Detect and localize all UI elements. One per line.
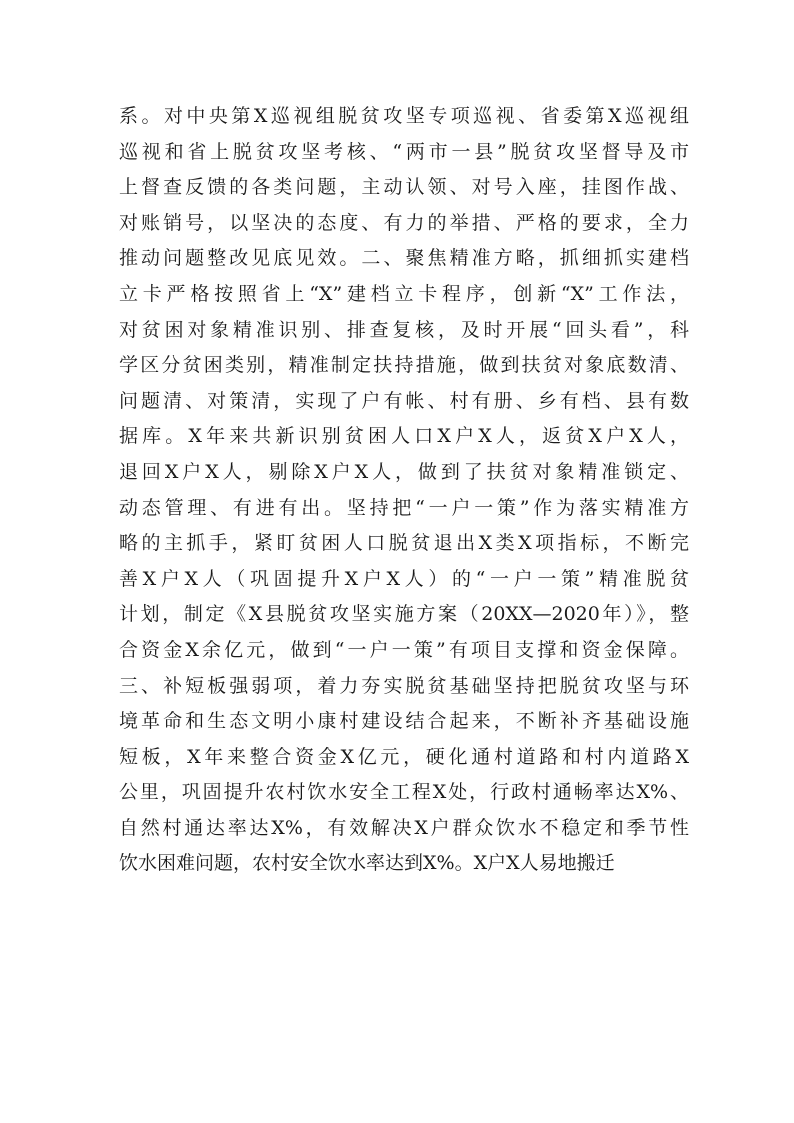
- text-line: 三、补短板强弱项，着力夯实脱贫基础坚持把脱贫攻坚与环: [119, 674, 689, 697]
- text-line: 立卡严格按照省上“X”建档立卡程序，创新“X”工作法，: [119, 282, 689, 305]
- text-line: 推动问题整改见底见效。二、聚焦精准方略，抓细抓实建档: [119, 247, 689, 270]
- body-text: [119, 99, 689, 882]
- text-line: 据库。X年来共新识别贫困人口X户X人，返贫X户X人，: [119, 425, 689, 448]
- text-line: 饮水困难问题，农村安全饮水率达到X%。X户X人易地搬迁: [119, 852, 615, 875]
- text-line: 退回X户X人，剔除X户X人，做到了扶贫对象精准锁定、: [119, 460, 689, 483]
- text-line: 系。对中央第X巡视组脱贫攻坚专项巡视、省委第X巡视组: [119, 105, 689, 127]
- text-line: 学区分贫困类别，精准制定扶持措施，做到扶贫对象底数清、: [119, 354, 689, 377]
- text-line: 上督查反馈的各类问题，主动认领、对号入座，挂图作战、: [119, 176, 689, 199]
- text-line: 计划，制定《X县脱贫攻坚实施方案（20XX—2020年）》，整: [119, 603, 689, 626]
- text-line: 境革命和生态文明小康村建设结合起来，不断补齐基础设施: [119, 710, 689, 733]
- text-line: 短板，X年来整合资金X亿元，硬化通村道路和村内道路X: [119, 745, 689, 768]
- text-line: 巡视和省上脱贫攻坚考核、“两市一县”脱贫攻坚督导及市: [119, 140, 689, 163]
- text-line: 略的主抓手，紧盯贫困人口脱贫退出X类X项指标，不断完: [119, 532, 689, 555]
- text-line: 动态管理、有进有出。坚持把“一户一策”作为落实精准方: [119, 496, 689, 519]
- text-line: 对账销号，以坚决的态度、有力的举措、严格的要求，全力: [119, 211, 689, 234]
- text-line: 善X户X人（巩固提升X户X人）的“一户一策”精准脱贫: [119, 567, 689, 590]
- text-line: 问题清、对策清，实现了户有帐、村有册、乡有档、县有数: [119, 389, 689, 412]
- text-line: 合资金X余亿元，做到“一户一策”有项目支撑和资金保障。: [119, 638, 689, 661]
- text-line: 对贫困对象精准识别、排查复核，及时开展“回头看”，科: [119, 318, 689, 341]
- text-line: 公里，巩固提升农村饮水安全工程X处，行政村通畅率达X%、: [119, 781, 689, 804]
- text-line: 自然村通达率达X%，有效解决X户群众饮水不稳定和季节性: [119, 816, 689, 839]
